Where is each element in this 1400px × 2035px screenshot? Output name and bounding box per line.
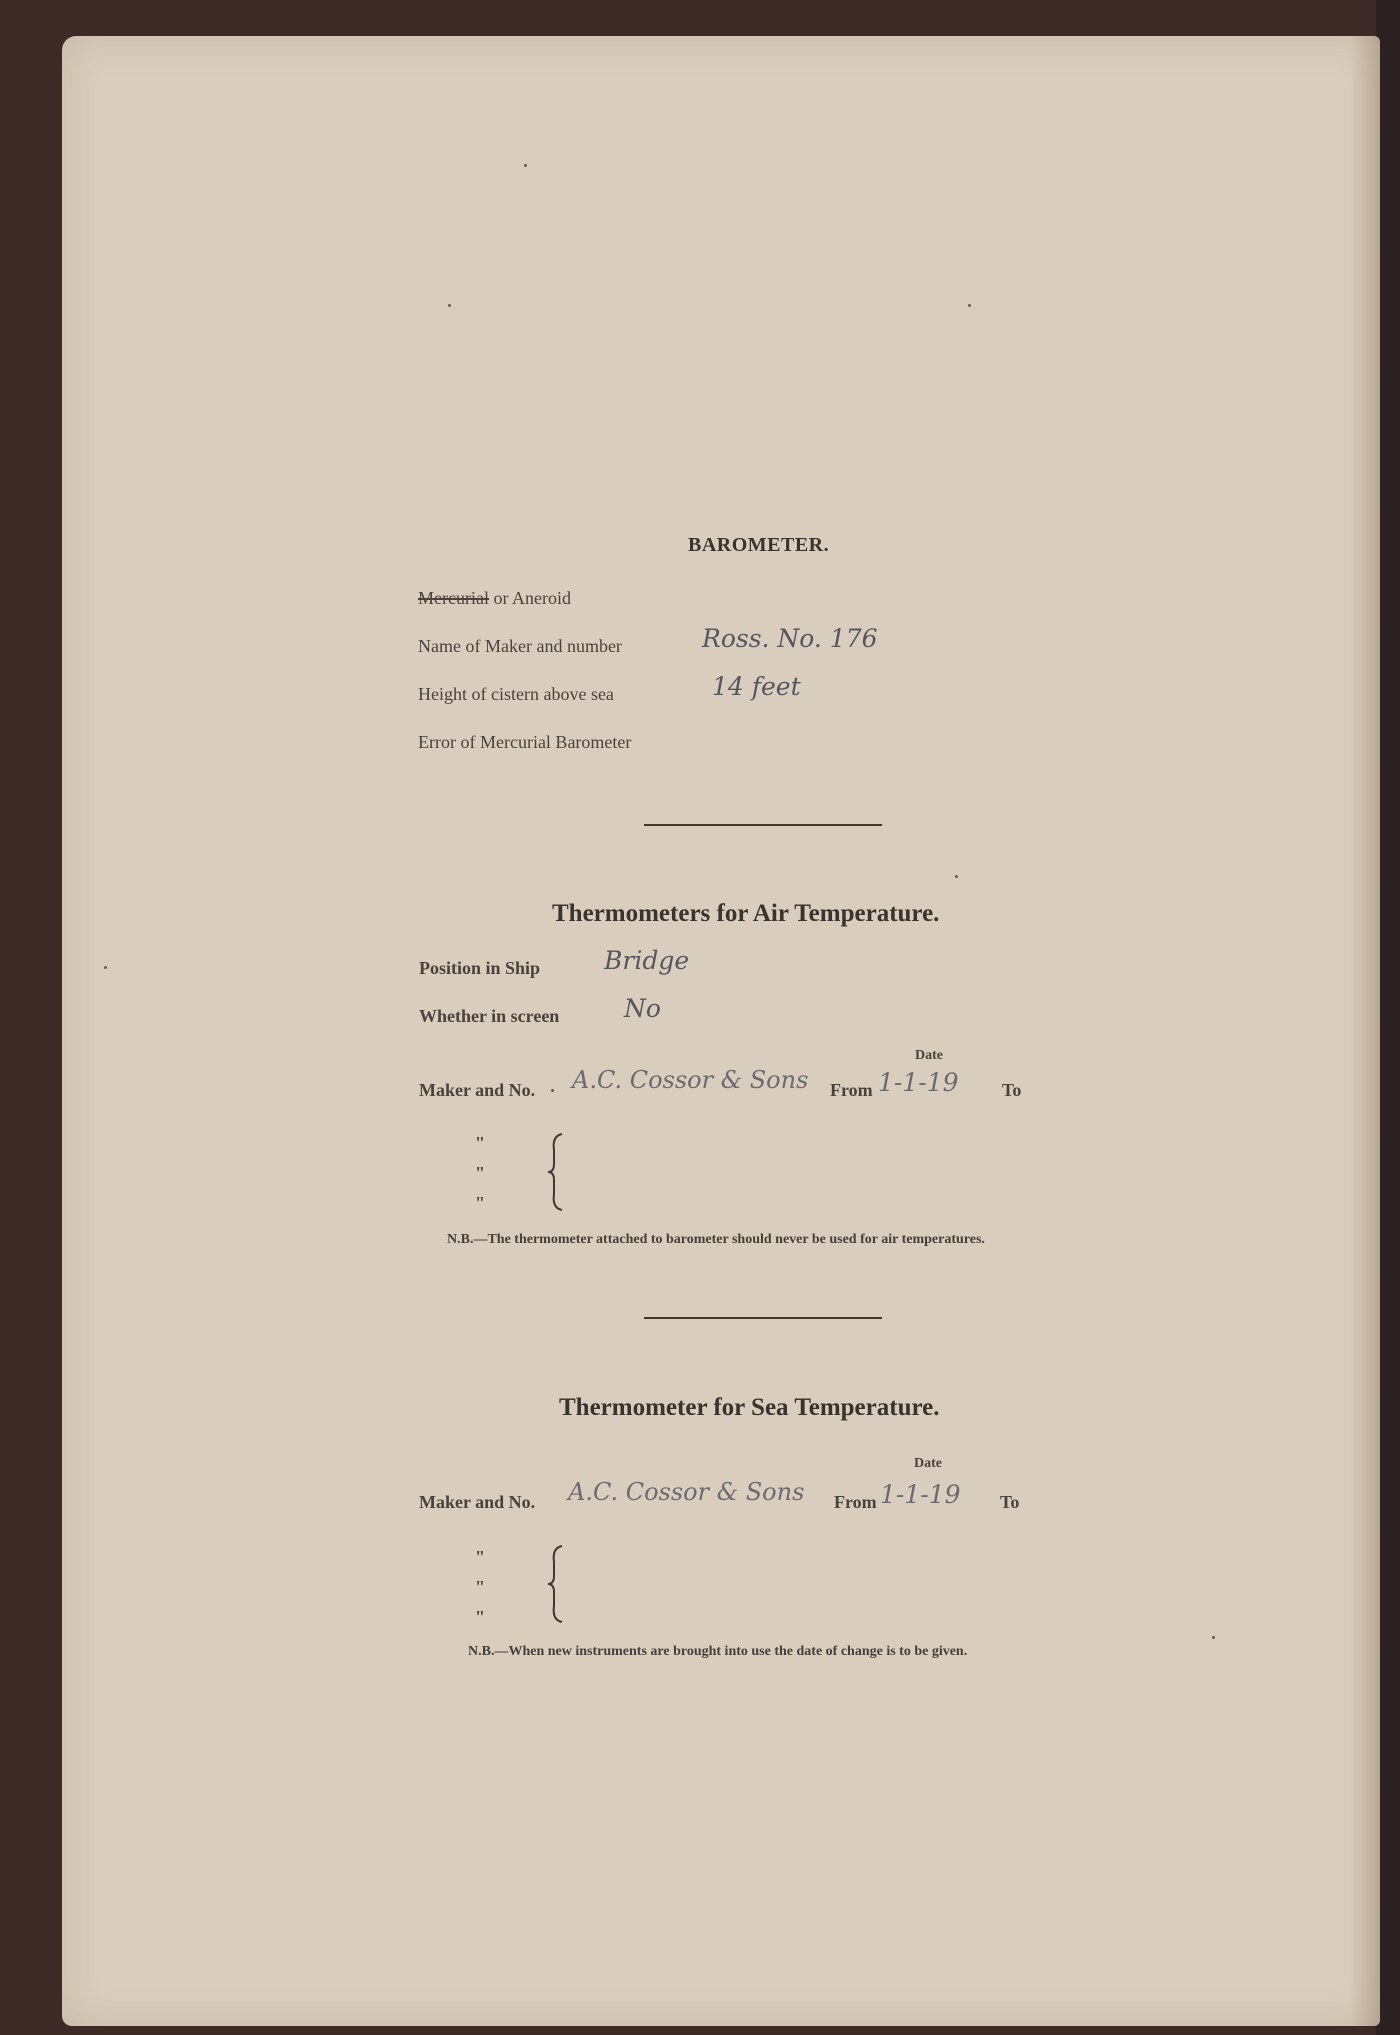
ditto-mark: " xyxy=(475,1607,485,1627)
ditto-mark: " xyxy=(475,1163,485,1183)
paper-speck xyxy=(104,966,107,969)
section-divider xyxy=(644,824,882,826)
paper-speck xyxy=(968,304,971,307)
air-maker-value: A.C. Cossor & Sons xyxy=(572,1066,809,1094)
air-maker-label: Maker and No. xyxy=(419,1080,536,1100)
barometer-type-row xyxy=(418,588,571,609)
sea-from-value: 1-1-19 xyxy=(880,1480,961,1509)
air-screen-value: No xyxy=(624,994,661,1023)
sea-thermometer-title: Thermometer for Sea Temperature. xyxy=(559,1394,940,1421)
barometer-height-value: 14 feet xyxy=(712,672,801,701)
air-note: N.B.—The thermometer attached to barometer should never be used for air temperatures. xyxy=(447,1232,985,1247)
air-to-label: To xyxy=(1002,1080,1022,1100)
sea-to-label: To xyxy=(1000,1492,1020,1512)
air-thermometers-title: Thermometers for Air Temperature. xyxy=(552,900,940,927)
air-position-value: Bridge xyxy=(604,946,690,975)
sea-brace xyxy=(546,1544,566,1624)
sea-from-label: From xyxy=(834,1492,877,1512)
ditto-mark: " xyxy=(475,1133,485,1153)
barometer-type-struck: Mercurial xyxy=(418,588,489,608)
air-brace xyxy=(546,1132,566,1212)
sea-date-header: Date xyxy=(914,1456,942,1471)
ditto-mark: " xyxy=(475,1547,485,1567)
paper-speck xyxy=(524,164,527,167)
paper-speck xyxy=(955,875,958,878)
sea-ditto-marks xyxy=(475,1542,485,1632)
air-ditto-marks xyxy=(475,1128,485,1218)
barometer-title: BAROMETER. xyxy=(688,534,830,556)
form-page xyxy=(62,36,1380,2026)
air-from-value: 1-1-19 xyxy=(878,1068,959,1097)
ditto-mark: " xyxy=(475,1577,485,1597)
sea-note: N.B.—When new instruments are brought into use the date of change is to be given. xyxy=(468,1644,968,1659)
barometer-type-rest: or Aneroid xyxy=(493,588,571,608)
page-edge-shadow xyxy=(1350,36,1380,2026)
sea-maker-label: Maker and No. xyxy=(419,1492,536,1512)
paper-speck xyxy=(551,1089,554,1092)
section-divider xyxy=(644,1317,882,1319)
air-from-label: From xyxy=(830,1080,873,1100)
barometer-height-label: Height of cistern above sea xyxy=(418,684,614,704)
air-date-header: Date xyxy=(915,1048,943,1063)
sea-maker-value: A.C. Cossor & Sons xyxy=(568,1478,805,1506)
barometer-maker-label: Name of Maker and number xyxy=(418,636,622,656)
barometer-error-label: Error of Mercurial Barometer xyxy=(418,732,632,752)
air-screen-label: Whether in screen xyxy=(419,1006,560,1026)
ditto-mark: " xyxy=(475,1193,485,1213)
paper-speck xyxy=(1212,1636,1215,1639)
paper-speck xyxy=(448,304,451,307)
air-position-label: Position in Ship xyxy=(419,958,541,978)
barometer-maker-value: Ross. No. 176 xyxy=(702,624,878,653)
